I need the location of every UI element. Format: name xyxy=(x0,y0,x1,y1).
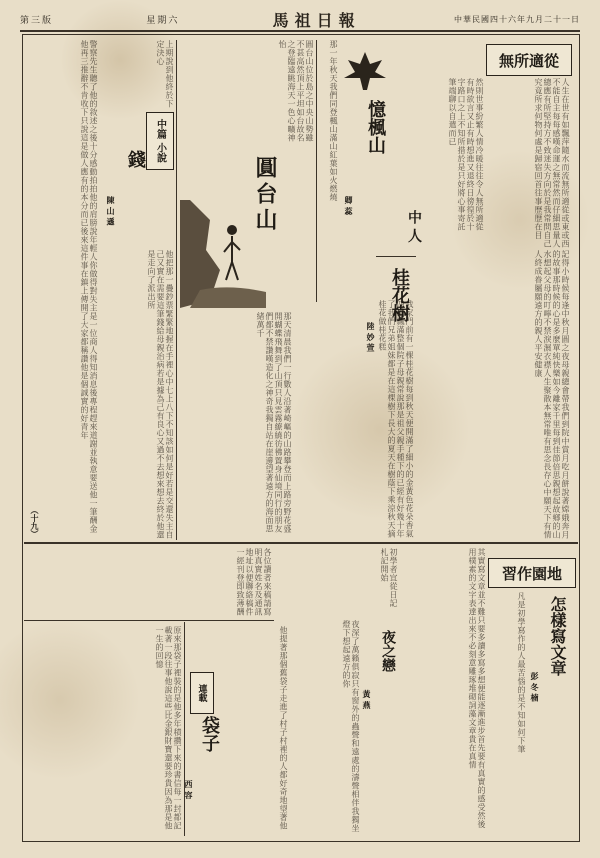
daizi-body: 他提著那個舊袋子走進了村子村裡的人都好奇地望著他 xyxy=(279,626,288,830)
zenyang-body: 凡是初學寫作的人最苦惱的是不知如何下筆 xyxy=(517,592,526,754)
yezhilian-author: 黃 燕 xyxy=(362,690,372,709)
zuoyuandi-body: 初學者宜從日記札記開始 xyxy=(380,548,398,608)
page-number: 第三版 xyxy=(20,15,54,26)
cliff-figure-illustration xyxy=(180,190,270,310)
column-rule xyxy=(316,40,317,302)
xiaoshuo-body-2: 警察先生聽了他的敘述之後十分感動拍拍他的肩膀說年輕人你做得對失主是一位商人得知消息後專程趕來道謝並執意要送他一筆酬金他再三推辭不肯收下只說這是做人應有的本分而已後來這件事在鎮上傳開了大家都稱讚他是個誠實的好青年 xyxy=(80,40,98,533)
section-divider xyxy=(24,542,578,544)
zhongren-title: 中 人 xyxy=(406,210,422,243)
zenyang-author: 彭 冬 楠 xyxy=(530,672,540,702)
yezhilian-body: 夜深了萬籟俱寂只有窗外的蟲聲和遠處的濤聲相伴我獨坐燈下想起遠方的你 xyxy=(342,620,360,833)
wusuoshi-heading: 無所適從 xyxy=(498,51,559,70)
wusuoshi-continued: 記得小時候每逢中秋月圓之夜母親總會帶我們到院中賞月吃月餅說著嫦娥奔月的故事那時候的心是多麼單純快樂如今離家千里每到佳節倍思親想起故鄉的山水想起父母的叮嚀不禁淚濕衣襟人生聚散本無常唯有思念長存心中願天下有情人終成眷屬願遠方的親人平安健康 xyxy=(534,250,570,539)
weekday: 星期六 xyxy=(146,15,180,26)
xiaoshuo-tag: 中篇 小說 xyxy=(154,119,166,163)
issue-date: 中華民國四十六年九月二十一日 xyxy=(453,14,580,24)
guihuashu-title: 桂花樹 xyxy=(389,268,410,322)
guihuashu-body: 我家門前有一棵桂花樹每到秋天便開滿了細小的金黃色花朵香氣四溢飄滿整個院子母親常說那是祖父親手種下的已經有好幾十年了我們兄弟姐妹都是在這棵樹下長大的夏天在樹蔭下乘涼秋天摘桂花做桂花糕 xyxy=(378,300,414,538)
serial-tag-box xyxy=(190,672,214,714)
xiaoshuo-continued-mark: （十九） xyxy=(30,506,40,538)
masthead xyxy=(20,8,580,32)
yuantaishan-intro: 圓台山位於島之中央山勢雖不甚高然頂上平坦如台故名之登臨遠眺海天一色心曠神怡 xyxy=(278,40,314,142)
yifengshan-author: 卿 蕊 xyxy=(344,196,354,215)
yuantaishan-title: 圓台山 xyxy=(252,156,278,234)
guihuashu-author: 陸 妙 萱 xyxy=(366,322,376,352)
title-rule xyxy=(376,256,416,257)
daizi-author: 西 容 xyxy=(184,780,194,799)
paper-name: 馬祖日報 xyxy=(272,10,361,30)
xiaoshuo-title: 錢 xyxy=(125,150,146,168)
yuantaishan-body: 那天清晨我們一行數人沿著崎嶇的山路攀登而上路旁野花盛開蝴蝶飛舞到了山頂只見雲霧繚繞彷彿置身仙境同行的朋友們都不禁讚嘆造化之神奇我獨自站在崖邊望著遠方的海面思緒萬千 xyxy=(256,312,292,533)
zenyang-title: 怎樣寫文章 xyxy=(548,596,567,676)
section-divider xyxy=(24,620,274,621)
daizi-title: 袋子 xyxy=(199,716,220,752)
daizi-body-2: 原來那袋子裡裝的是他多年積攢下來的書信每一封都記載著一段往事他說這些比金銀財寶還要珍貴因為那是他一生的回憶 xyxy=(155,626,182,830)
column-rule xyxy=(176,40,177,540)
wusuoshi-body: 人生在世有如飄萍隨水而流無所適從或東或西不能自主每每感嘆命運之無常然而仔細思量人總應有所堅持方不致迷失方向於是我常問自己究竟所求何物何處是歸宿回首往事歷歷在目 xyxy=(534,78,570,248)
wusuoshi-body-2: 然則世事紛繁人情冷暖往往令人無所適從有時欲言又止有時想進又退終日徬徨於十字路口之上不知所措於是只好將心事寄託筆端聊以自遣而已 xyxy=(448,78,484,231)
serial-tag: 連載 xyxy=(196,684,207,702)
zenyang-body-2: 其實寫文章並不難只要多讀多寫多想便能逐漸進步首先要有真實的感受然後用樸素的文字表達出來不必刻意雕琢堆砌詞藻文章貴在真情 xyxy=(468,548,486,829)
xiaoshuo-author: 陳 山 遜 xyxy=(106,196,116,226)
yezhilian-title: 夜之戀 xyxy=(380,630,396,672)
maple-leaf-illustration xyxy=(340,48,390,92)
wusuoshi-heading-box xyxy=(486,44,572,76)
xiaoshuo-preamble: 上期說到他終於下定決心 xyxy=(156,40,174,108)
lower-left-body: 各位讀者來稿請寫明真實姓名及通訊地址以便聯絡稿件一經刊登即致薄酬 xyxy=(236,548,272,616)
yifengshan-title: 憶楓山 xyxy=(365,100,386,154)
xiaoshuo-tag-box xyxy=(146,112,174,170)
zuoyuandi-heading: 習作園地 xyxy=(501,564,562,583)
xiaoshuo-body: 他把那一疊鈔票緊緊地握在手裡心中七上八下不知該如何是好若是交還失主自己又實在需要這筆錢給母親治病若是據為己有良心又過不去想來想去終於他還是走向了派出所 xyxy=(147,250,174,539)
zuoyuandi-heading-box xyxy=(488,558,576,588)
column-rule xyxy=(184,622,185,836)
yifengshan-body: 那一年秋天我們同登楓山滿山紅葉如火燃燒 xyxy=(329,40,338,202)
